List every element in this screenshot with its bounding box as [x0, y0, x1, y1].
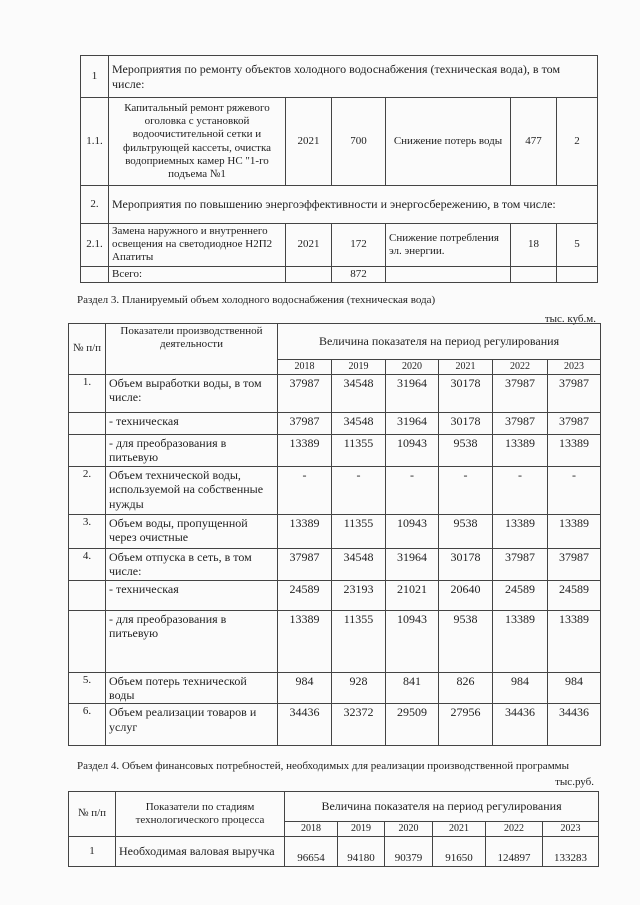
value-cell: 34548 [332, 413, 386, 435]
value-cell: 37987 [493, 413, 548, 435]
measure-value-1: 477 [511, 98, 557, 186]
measure-value-1: 18 [511, 224, 557, 267]
row-number [81, 266, 109, 282]
year-header: 2021 [439, 360, 493, 375]
year-header: 2023 [543, 822, 599, 837]
table-row [81, 186, 598, 224]
row-number: 2. [81, 186, 109, 224]
header-num: № п/п [69, 792, 116, 837]
value-cell: 34436 [278, 704, 332, 746]
row-number: 5. [69, 672, 106, 704]
value-cell: 10943 [386, 435, 439, 467]
row-number [69, 435, 106, 467]
value-cell: 29509 [386, 704, 439, 746]
measure-value-2: 2 [557, 98, 598, 186]
table-row [69, 413, 601, 435]
row-number: 1.1. [81, 98, 109, 186]
measure-name: Капитальный ремонт ряжевого оголовка с установкой водоочистительной сетки и фильтрующей кассеты, очистка водоприемных камер НС "1-го подъема №1 [109, 98, 286, 186]
value-cell: 31964 [386, 548, 439, 580]
value-cell: 13389 [278, 435, 332, 467]
value-cell: 37987 [278, 375, 332, 413]
indicator-name: Объем воды, пропущенной через очистные [106, 514, 278, 548]
table-row [69, 466, 601, 514]
value-cell: 90379 [385, 837, 433, 867]
table-row [69, 514, 601, 548]
value-cell: 984 [278, 672, 332, 704]
measure-value-2 [557, 266, 598, 282]
header-num: № п/п [69, 324, 106, 375]
table-row [69, 435, 601, 467]
value-cell: 32372 [332, 704, 386, 746]
indicator-name: Объем технической воды, используемой на собственные нужды [106, 466, 278, 514]
value-cell: 9538 [439, 610, 493, 672]
value-cell: 13389 [278, 610, 332, 672]
value-cell: 34436 [548, 704, 601, 746]
row-number: 2.1. [81, 224, 109, 267]
section-heading: Мероприятия по ремонту объектов холодного водоснабжения (техническая вода), в том числе: [109, 56, 598, 98]
value-cell: 37987 [493, 548, 548, 580]
measure-value-1 [511, 266, 557, 282]
value-cell: 11355 [332, 435, 386, 467]
value-cell: 96654 [285, 837, 338, 867]
year-header: 2018 [285, 822, 338, 837]
value-cell: 826 [439, 672, 493, 704]
value-cell: 11355 [332, 514, 386, 548]
value-cell: - [332, 466, 386, 514]
section-heading: Мероприятия по повышению энергоэффективности и энергосбережению, в том числе: [109, 186, 598, 224]
value-cell: 10943 [386, 610, 439, 672]
value-cell: 34548 [332, 548, 386, 580]
value-cell: - [278, 466, 332, 514]
year-header: 2022 [493, 360, 548, 375]
year-header: 2020 [385, 822, 433, 837]
table-header-row [69, 324, 601, 360]
value-cell: 133283 [543, 837, 599, 867]
indicator-name: Необходимая валовая выручка [116, 837, 285, 867]
value-cell: 20640 [439, 580, 493, 610]
measure-value-2: 5 [557, 224, 598, 267]
value-cell: 841 [386, 672, 439, 704]
value-cell: - [386, 466, 439, 514]
value-cell: 24589 [548, 580, 601, 610]
value-cell: 34548 [332, 375, 386, 413]
value-cell: 37987 [278, 413, 332, 435]
indicator-name: - техническая [106, 413, 278, 435]
table-row [81, 98, 598, 186]
table-row [69, 610, 601, 672]
indicator-name: - техническая [106, 580, 278, 610]
table-row [69, 548, 601, 580]
financial-needs-table [68, 791, 599, 867]
table-row [69, 837, 599, 867]
value-cell: - [548, 466, 601, 514]
value-cell: 31964 [386, 375, 439, 413]
value-cell: 24589 [493, 580, 548, 610]
measures-table [80, 55, 598, 283]
year-header: 2018 [278, 360, 332, 375]
measure-effect: Снижение потребления эл. энергии. [386, 224, 511, 267]
row-number: 1 [69, 837, 116, 867]
row-number [69, 610, 106, 672]
value-cell: 37987 [548, 413, 601, 435]
measure-name: Замена наружного и внутреннего освещения на светодиодное Н2П2 Апатиты [109, 224, 286, 267]
year-header: 2023 [548, 360, 601, 375]
measure-effect [386, 266, 511, 282]
value-cell: 984 [493, 672, 548, 704]
year-header: 2019 [338, 822, 385, 837]
header-value-period: Величина показателя на период регулирования [278, 324, 601, 360]
value-cell: 124897 [486, 837, 543, 867]
total-cost: 872 [332, 266, 386, 282]
value-cell: 11355 [332, 610, 386, 672]
indicator-name: Объем реализации товаров и услуг [106, 704, 278, 746]
value-cell: 24589 [278, 580, 332, 610]
indicator-name: Объем потерь технической воды [106, 672, 278, 704]
measure-year [286, 266, 332, 282]
table-row [81, 224, 598, 267]
measure-cost: 700 [332, 98, 386, 186]
value-cell: 91650 [433, 837, 486, 867]
row-number: 1 [81, 56, 109, 98]
header-value-period: Величина показателя на период регулирования [285, 792, 599, 822]
value-cell: 984 [548, 672, 601, 704]
table-body [69, 375, 601, 746]
indicator-name: Объем выработки воды, в том числе: [106, 375, 278, 413]
table-row [69, 580, 601, 610]
value-cell: 37987 [548, 375, 601, 413]
value-cell: 30178 [439, 375, 493, 413]
row-number: 6. [69, 704, 106, 746]
value-cell: 94180 [338, 837, 385, 867]
measure-year: 2021 [286, 98, 332, 186]
value-cell: 31964 [386, 413, 439, 435]
row-number: 2. [69, 466, 106, 514]
section-4-unit: тыс.руб. [555, 776, 594, 788]
value-cell: 34436 [493, 704, 548, 746]
header-indicator: Показатели по стадиям технологического процесса [116, 792, 285, 837]
year-header: 2022 [486, 822, 543, 837]
row-number: 4. [69, 548, 106, 580]
value-cell: 928 [332, 672, 386, 704]
section-3-unit: тыс. куб.м. [544, 313, 596, 325]
value-cell: 9538 [439, 435, 493, 467]
table-row [81, 56, 598, 98]
header-indicator: Показатели производственной деятельности [106, 324, 278, 375]
row-number: 3. [69, 514, 106, 548]
year-header: 2021 [433, 822, 486, 837]
value-cell: 37987 [548, 548, 601, 580]
table-row [69, 672, 601, 704]
value-cell: 30178 [439, 548, 493, 580]
measure-effect: Снижение потерь воды [386, 98, 511, 186]
water-volume-table [68, 323, 601, 746]
value-cell: 27956 [439, 704, 493, 746]
indicator-name: - для преобразования в питьевую [106, 610, 278, 672]
value-cell: 30178 [439, 413, 493, 435]
table-row [69, 375, 601, 413]
value-cell: 13389 [548, 514, 601, 548]
value-cell: 13389 [548, 435, 601, 467]
value-cell: 13389 [548, 610, 601, 672]
row-number [69, 413, 106, 435]
year-header: 2019 [332, 360, 386, 375]
value-cell: 10943 [386, 514, 439, 548]
row-number [69, 580, 106, 610]
value-cell: 9538 [439, 514, 493, 548]
value-cell: 13389 [493, 514, 548, 548]
value-cell: 37987 [493, 375, 548, 413]
value-cell: 13389 [493, 610, 548, 672]
year-header: 2020 [386, 360, 439, 375]
indicator-name: Объем отпуска в сеть, в том числе: [106, 548, 278, 580]
measure-year: 2021 [286, 224, 332, 267]
section-3-title: Раздел 3. Планируемый объем холодного водоснабжения (техническая вода) [77, 294, 436, 306]
value-cell: 13389 [278, 514, 332, 548]
section-4-title: Раздел 4. Объем финансовых потребностей, необходимых для реализации производственной программы [77, 760, 570, 772]
value-cell: 37987 [278, 548, 332, 580]
table-row-total [81, 266, 598, 282]
value-cell: - [439, 466, 493, 514]
table-row [69, 704, 601, 746]
value-cell: 21021 [386, 580, 439, 610]
indicator-name: - для преобразования в питьевую [106, 435, 278, 467]
row-number: 1. [69, 375, 106, 413]
table-header-row [69, 792, 599, 822]
total-label: Всего: [109, 266, 286, 282]
measure-cost: 172 [332, 224, 386, 267]
value-cell: 23193 [332, 580, 386, 610]
value-cell: 13389 [493, 435, 548, 467]
value-cell: - [493, 466, 548, 514]
